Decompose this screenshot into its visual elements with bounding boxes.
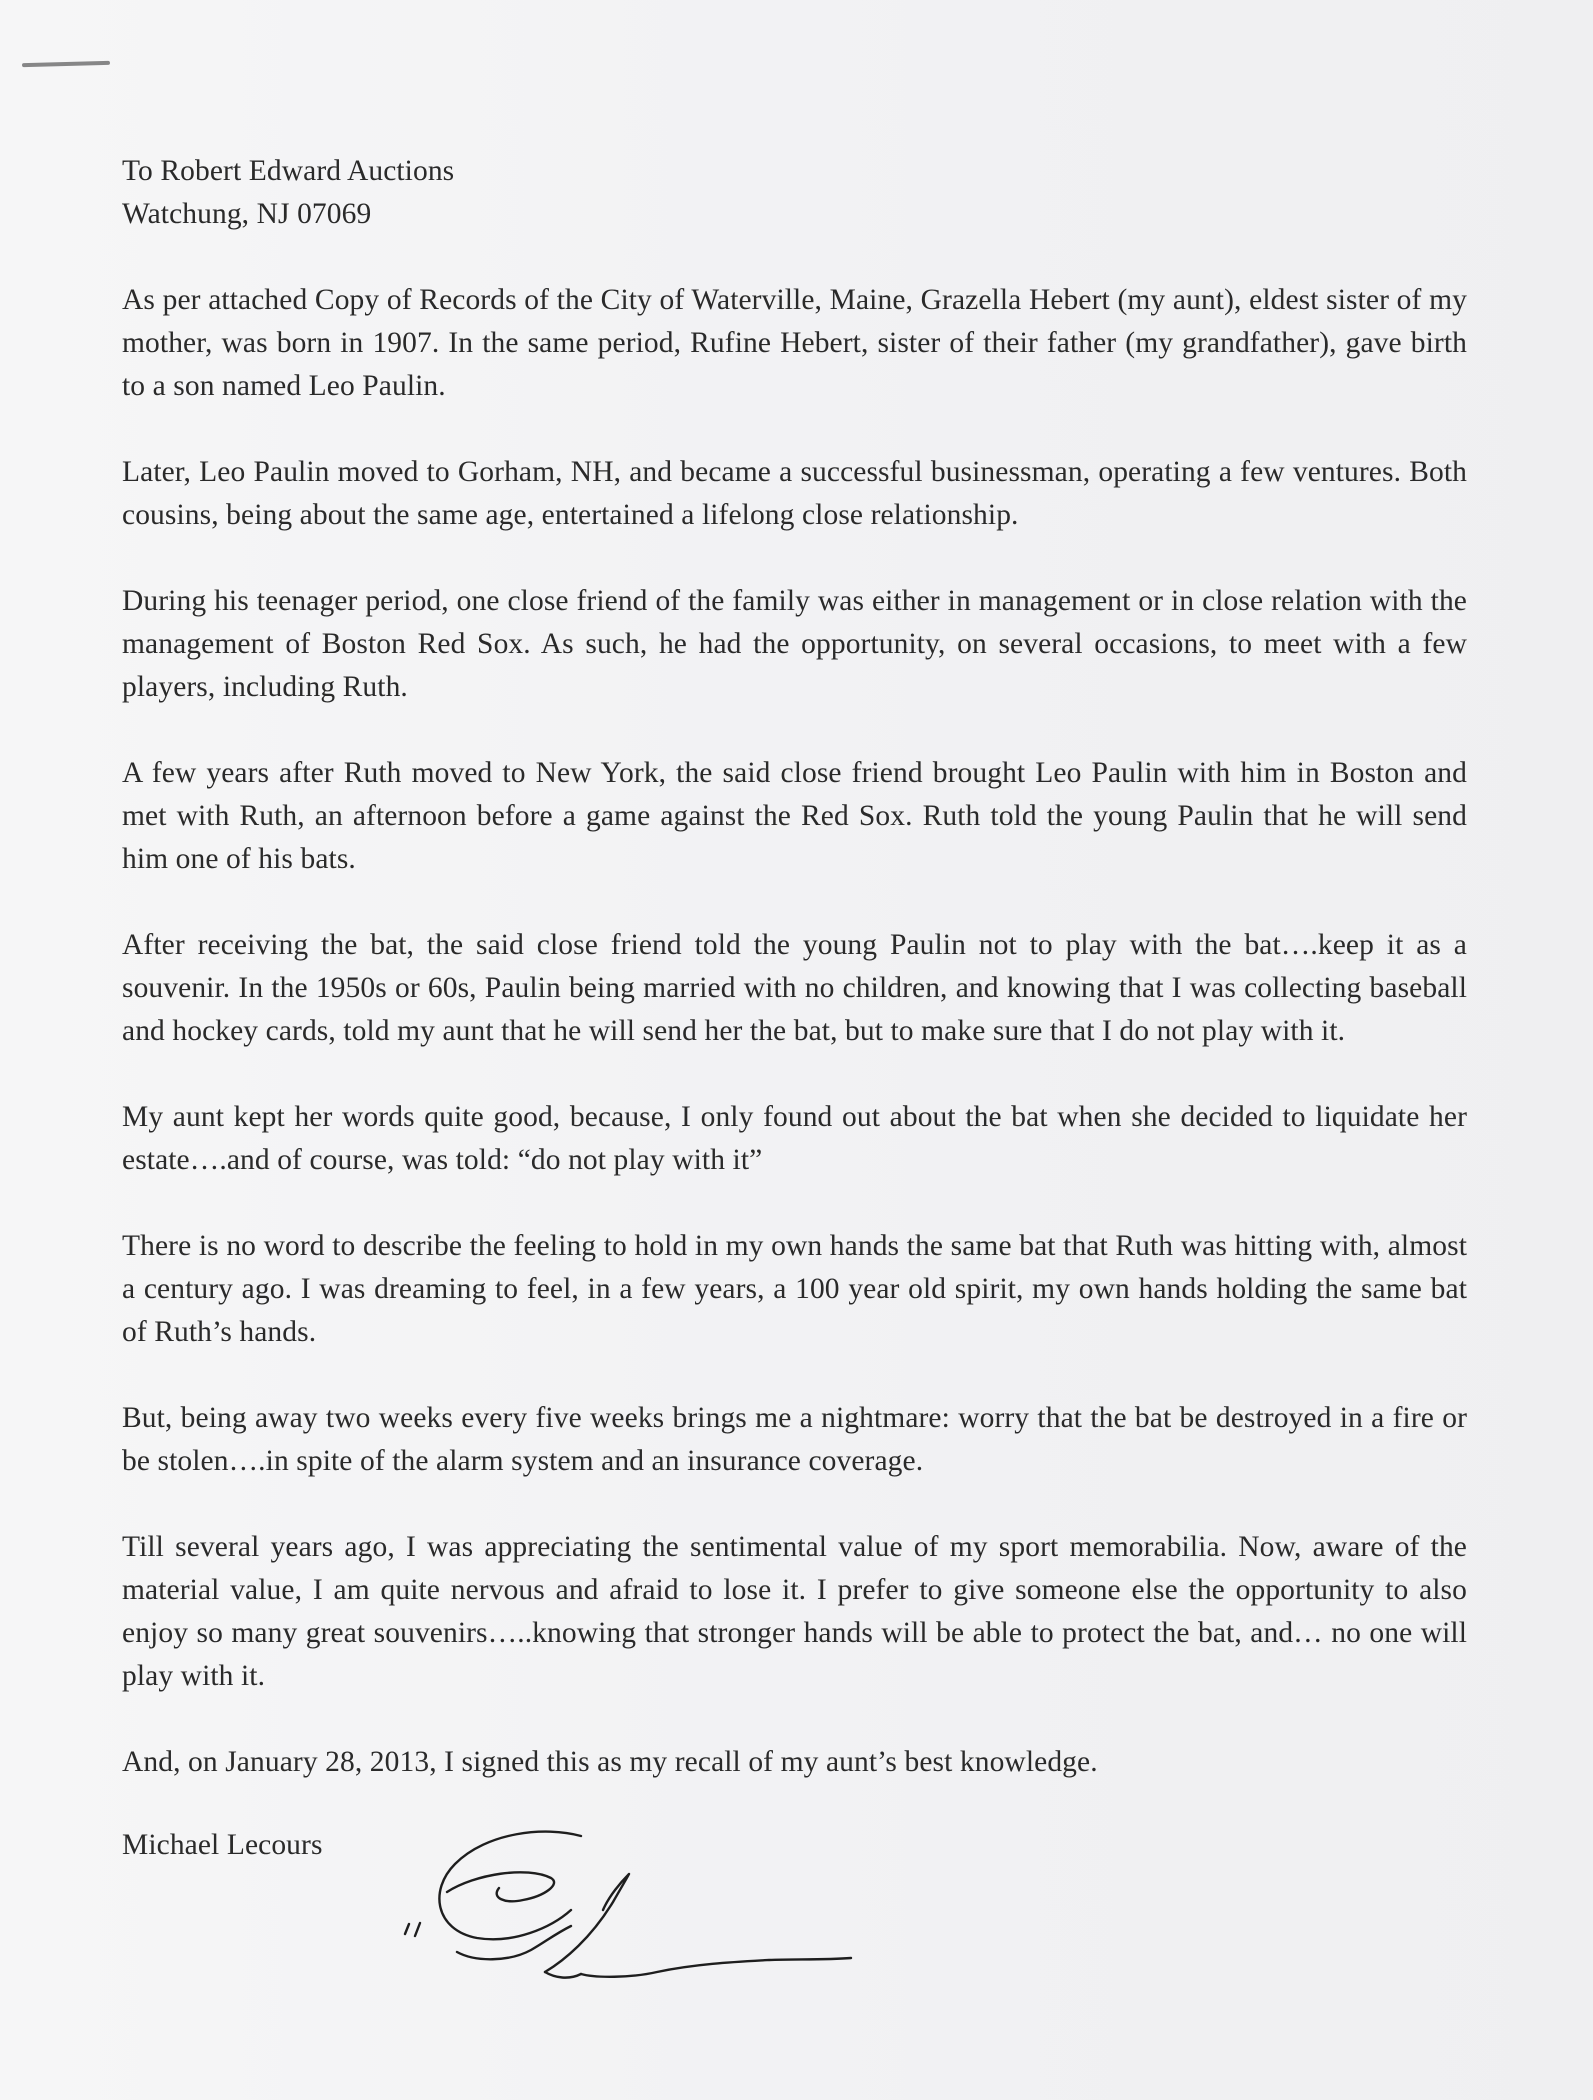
paragraph-9: Till several years ago, I was appreciating the sentimental value of my sport memorabilia. Now, aware of the material value, I am quite nervous and afraid to lose it. I prefer to give someone else the opportunity to also enjoy so many great souvenirs…..knowing that stronger hands will be able to protect the bat, and… no one will play with it. [122, 1531, 1467, 1692]
paragraph-6: My aunt kept her words quite good, because, I only found out about the bat when she decided to liquidate her estate….and of course, was told: “do not play with it” [122, 1101, 1467, 1176]
paragraph-8: But, being away two weeks every five weeks brings me a nightmare: worry that the bat be destroyed in a fire or be stolen….in spite of the alarm system and an insurance coverage. [122, 1402, 1467, 1477]
recipient-address [122, 150, 1467, 236]
signer-name: Michael Lecours [122, 1829, 323, 1861]
paragraph-2: Later, Leo Paulin moved to Gorham, NH, and became a successful businessman, operating a few ventures. Both cousins, being about the same age, entertained a lifelong close relationship. [122, 456, 1467, 531]
paragraph-7: There is no word to describe the feeling to hold in my own hands the same bat that Ruth was hitting with, almost a century ago. I was dreaming to feel, in a few years, a 100 year old spirit, my own hands holding the same bat of Ruth’s hands. [122, 1230, 1467, 1348]
address-line-1: To Robert Edward Auctions [122, 155, 455, 187]
address-line-2: Watchung, NJ 07069 [122, 198, 372, 230]
paragraph-5: After receiving the bat, the said close friend told the young Paulin not to play with the bat….keep it as a souvenir. In the 1950s or 60s, Paulin being married with no children, and knowing that I was collecting baseball and hockey cards, told my aunt that he will send her the bat, but to make sure that I do not play with it. [122, 929, 1467, 1047]
letter-body [122, 150, 1467, 1867]
paragraph-1: As per attached Copy of Records of the City of Waterville, Maine, Grazella Hebert (my aunt), eldest sister of my mother, was born in 1907. In the same period, Rufine Hebert, sister of their father (my grandfather), gave birth to a son named Leo Paulin. [122, 284, 1467, 402]
corner-staple-mark [22, 61, 110, 67]
paragraph-4: A few years after Ruth moved to New York, the said close friend brought Leo Paulin with him in Boston and met with Ruth, an afternoon before a game against the Red Sox. Ruth told the young Paulin that he will send him one of his bats. [122, 757, 1467, 875]
handwritten-signature [395, 1822, 865, 1992]
paragraph-3: During his teenager period, one close friend of the family was either in management or in close relation with the management of Boston Red Sox. As such, he had the opportunity, on several occasions, to meet with a few players, including Ruth. [122, 585, 1467, 703]
closing-statement: And, on January 28, 2013, I signed this as my recall of my aunt’s best knowledge. [122, 1746, 1098, 1778]
